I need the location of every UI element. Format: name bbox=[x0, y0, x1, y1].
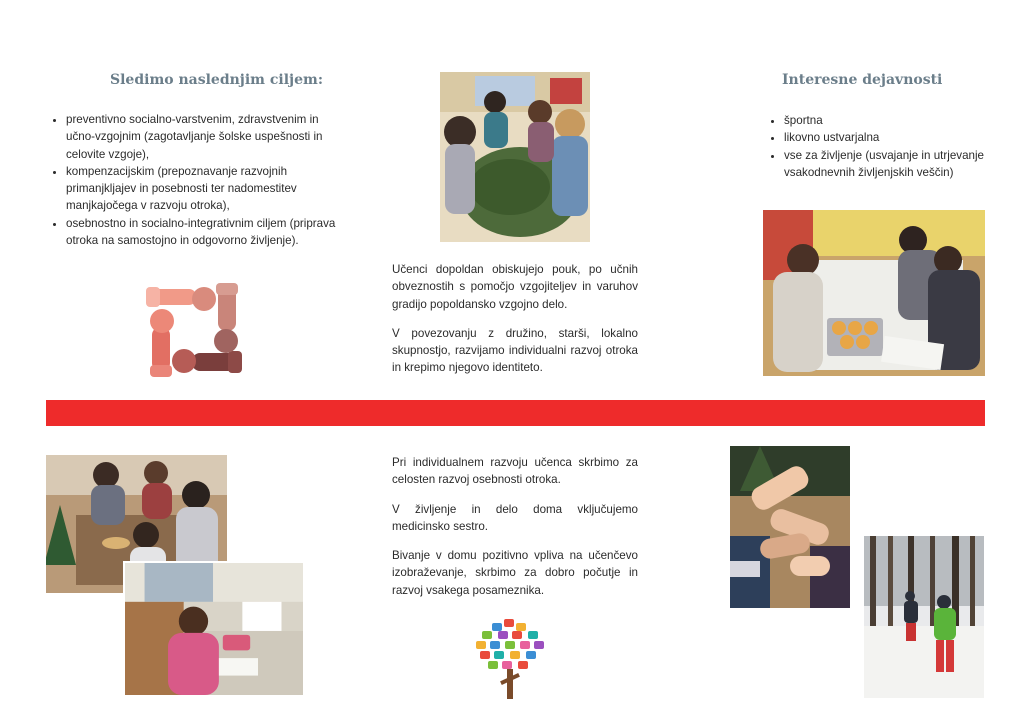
puzzle-tree-icon bbox=[474, 617, 546, 699]
four-hands-holding-icon bbox=[146, 283, 242, 377]
goal-item: • preventivno socialno-varstvenim, zdravstvenim in učno-vzgojnim (zagotavljanje šolske uspešnosti in celovite vzgoje), bbox=[66, 111, 340, 163]
goals-list bbox=[48, 111, 340, 249]
activity-item: • športna bbox=[784, 112, 984, 129]
center-top-paragraph: Učenci dopoldan obiskujejo pouk, po učnih obveznostih s pomočjo vzgojiteljev in varuhov gradijo popoldansko vzgojno delo. bbox=[392, 263, 638, 311]
goal-item: • kompenzacijskim (prepoznavanje razvojnih primanjkljajev in posebnosti ter nadomestitev manjkajočega v razvoju otroka), bbox=[66, 163, 340, 215]
hands-together-photo bbox=[730, 446, 850, 608]
center-bottom-paragraph: Bivanje v domu pozitivno vpliva na učenčevo izobraževanje, skrbimo za dobro počutje in razvoj vsakega posameznika. bbox=[392, 549, 638, 597]
center-top-paragraph: V povezovanju z družino, starši, lokalno skupnostjo, razvijamo individualni razvoj otroka in krepimo njegovo identiteto. bbox=[392, 326, 638, 375]
center-bottom-paragraph: V življenje in delo doma vključujemo medicinsko sestro. bbox=[392, 502, 638, 533]
center-bottom-text bbox=[392, 454, 638, 611]
red-divider-band bbox=[46, 400, 985, 426]
goal-item: • osebnostno in socialno-integrativnim ciljem (priprava otroka na samostojno in odgovorno življenje). bbox=[66, 215, 340, 250]
center-bottom-paragraph: Pri individualnem razvoju učenca skrbimo za celosten razvoj osebnosti otroka. bbox=[392, 456, 638, 487]
child-doing-homework-photo bbox=[123, 561, 305, 697]
activities-list bbox=[766, 112, 984, 181]
goals-heading: Sledimo naslednjim ciljem: bbox=[110, 72, 323, 88]
activities-heading: Interesne dejavnosti bbox=[782, 72, 943, 88]
activity-item: • vse za življenje (usvajanje in utrjevanje vsakodnevnih življenjskih veščin) bbox=[784, 147, 984, 182]
center-top-text bbox=[392, 261, 638, 389]
baking-activity-photo bbox=[763, 210, 985, 376]
winter-forest-walk-photo bbox=[864, 536, 984, 698]
children-crafting-wreath-photo bbox=[440, 72, 590, 242]
activity-item: • likovno ustvarjalna bbox=[784, 129, 984, 146]
